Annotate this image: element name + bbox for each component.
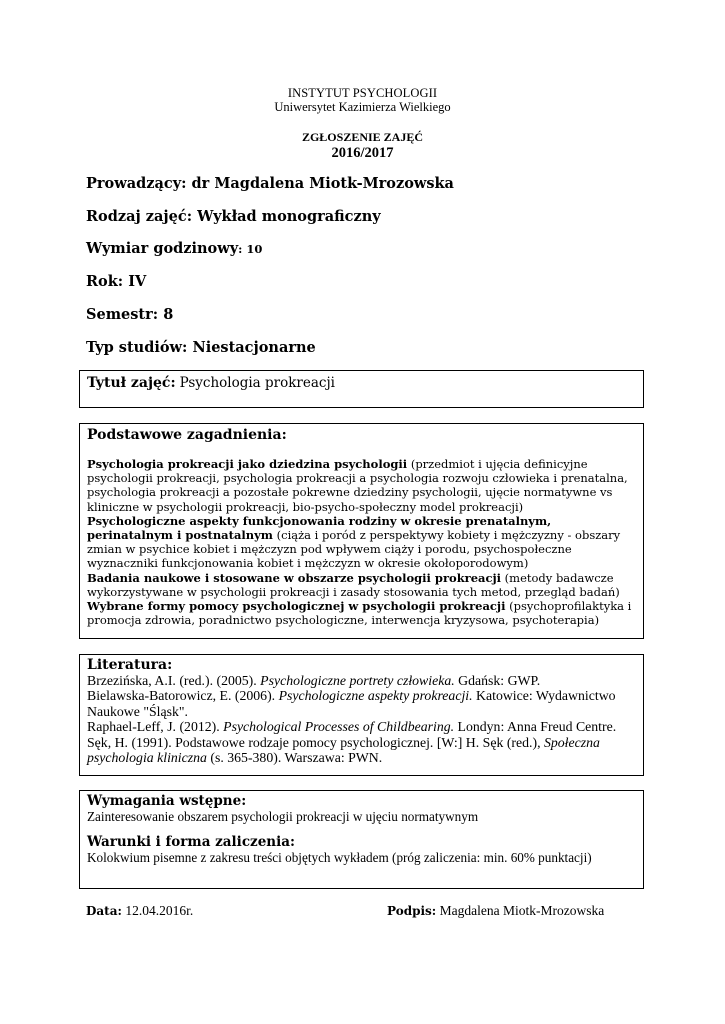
lecturer-value: dr Magdalena Miotk-Mrozowska [191,175,454,192]
literature-publisher: Londyn: Anna Freud Centre. [454,719,617,735]
study-type-value: Niestacjonarne [192,339,316,356]
literature-author: Brzezińska, A.I. (red.). (2005). [87,673,261,688]
hours-value: : 10 [238,242,263,256]
requirements-heading: Wymagania wstępne: [87,793,247,809]
literature-list [87,673,636,765]
topic-item [87,599,636,627]
literature-heading: Literatura: [87,657,173,673]
signature-field [387,903,604,919]
topic-description: (psychoprofilaktyka i promocja zdrowia, poradnictwo psychologiczne, interwencja kryzysowa, psychoterapia) [87,599,632,628]
year-label: Rok: [86,273,124,290]
literature-author: Bielawska-Batorowicz, E. (2006). [87,688,279,704]
document-title: ZGŁOSZENIE ZAJĘĆ [301,130,424,144]
topic-item [87,514,636,571]
signature-label: Podpis: [387,904,437,918]
course-title-value: Psychologia prokreacji [179,375,335,391]
topic-title: Wybrane formy pomocy psychologicznej w psychologii prokreacji [87,599,506,614]
literature-publisher: Gdańsk: GWP. [454,673,541,688]
course-title-label: Tytuł zajęć: [87,375,176,391]
literature-box [79,654,644,776]
topics-box [79,423,644,639]
semester-field [86,306,173,323]
year-field [86,273,146,290]
hours-label: Wymiar godzinowy [86,240,239,257]
topic-description: (przedmiot i ujęcia definicyjne psychologii prokreacji, psychologia prokreacji a psychologia rozwoju człowieka i prenatalna, psychologia prokreacji a pozostałe pokrewne dziedziny psychologii, ujęcie normatywne vs kliniczne w psychologii prokreacji, bio-psycho-społeczny model prokreacji) [87,457,628,514]
literature-item [87,688,636,719]
literature-publisher: Katowice: Wydawnictwo Naukowe "Śląsk". [87,688,616,719]
literature-item [87,719,636,734]
assessment-text: Kolokwium pisemne z zakresu treści objętych wykładem (próg zaliczenia: min. 60% punktacji) [87,850,592,865]
semester-value: 8 [163,306,174,323]
course-type-value: Wykład monograficzny [197,208,381,225]
year-value: IV [128,273,147,290]
requirements-box [79,790,644,889]
topic-item [87,457,636,514]
course-type-field [86,208,381,225]
lecturer-field [86,175,454,192]
topic-description: (metody badawcze wykorzystywane w psychologii prokreacji i zasady stosowania tych metod, przegląd badań) [87,570,620,599]
literature-book-title: Psychologiczne portrety człowieka. [260,673,455,688]
assessment-heading: Warunki i forma zaliczenia: [87,834,295,850]
literature-book-title: Społeczna psychologia kliniczna [87,734,600,766]
study-type-field [86,339,316,356]
topic-title: Psychologiczne aspekty funkcjonowania rodziny w okresie prenatalnym, perinatalnym i postnatalnym [87,513,552,543]
literature-book-title: Psychologiczne aspekty prokreacji. [278,688,473,704]
literature-publisher: (s. 365-380). Warszawa: PWN. [206,750,383,766]
topic-item [87,571,636,599]
literature-author: Sęk, H. (1991). Podstawowe rodzaje pomocy psychologicznej. [W:] H. Sęk (red.), [87,734,544,750]
signature-value: Magdalena Miotk-Mrozowska [439,903,605,918]
university-name: Uniwersytet Kazimierza Wielkiego [274,100,451,114]
institute-name: INSTYTUT PSYCHOLOGII [287,86,438,100]
requirements-text: Zainteresowanie obszarem psychologii prokreacji w ujęciu normatywnym [87,809,479,824]
topic-title: Psychologia prokreacji jako dziedzina psychologii [87,457,408,471]
literature-item [87,673,636,688]
topic-title: Badania naukowe i stosowane w obszarze psychologii prokreacji [87,570,502,585]
literature-author: Raphael-Leff, J. (2012). [87,719,224,735]
topics-heading: Podstawowe zagadnienia: [87,427,287,443]
topics-list [87,457,636,627]
topic-description: (ciąża i poród z perspektywy kobiety i mężczyzny - obszary zmian w psychice kobiet i mężczyzn pod wpływem ciąży i porodu, psychospołeczne wyznaczniki funkcjonowania kobiet i mężczyzn w okresie okołoporodowym) [87,528,621,571]
date-field [86,903,193,919]
date-value: 12.04.2016r. [125,903,194,918]
course-title-box [79,370,644,408]
literature-item [87,735,636,766]
study-type-label: Typ studiów: [86,339,188,356]
course-type-label: Rodzaj zajęć: [86,208,193,225]
lecturer-label: Prowadzący: [86,175,187,192]
hours-field [86,240,262,257]
literature-book-title: Psychological Processes of Childbearing. [223,719,455,735]
date-label: Data: [86,904,122,918]
semester-label: Semestr: [86,306,159,323]
academic-year: 2016/2017 [331,145,394,161]
